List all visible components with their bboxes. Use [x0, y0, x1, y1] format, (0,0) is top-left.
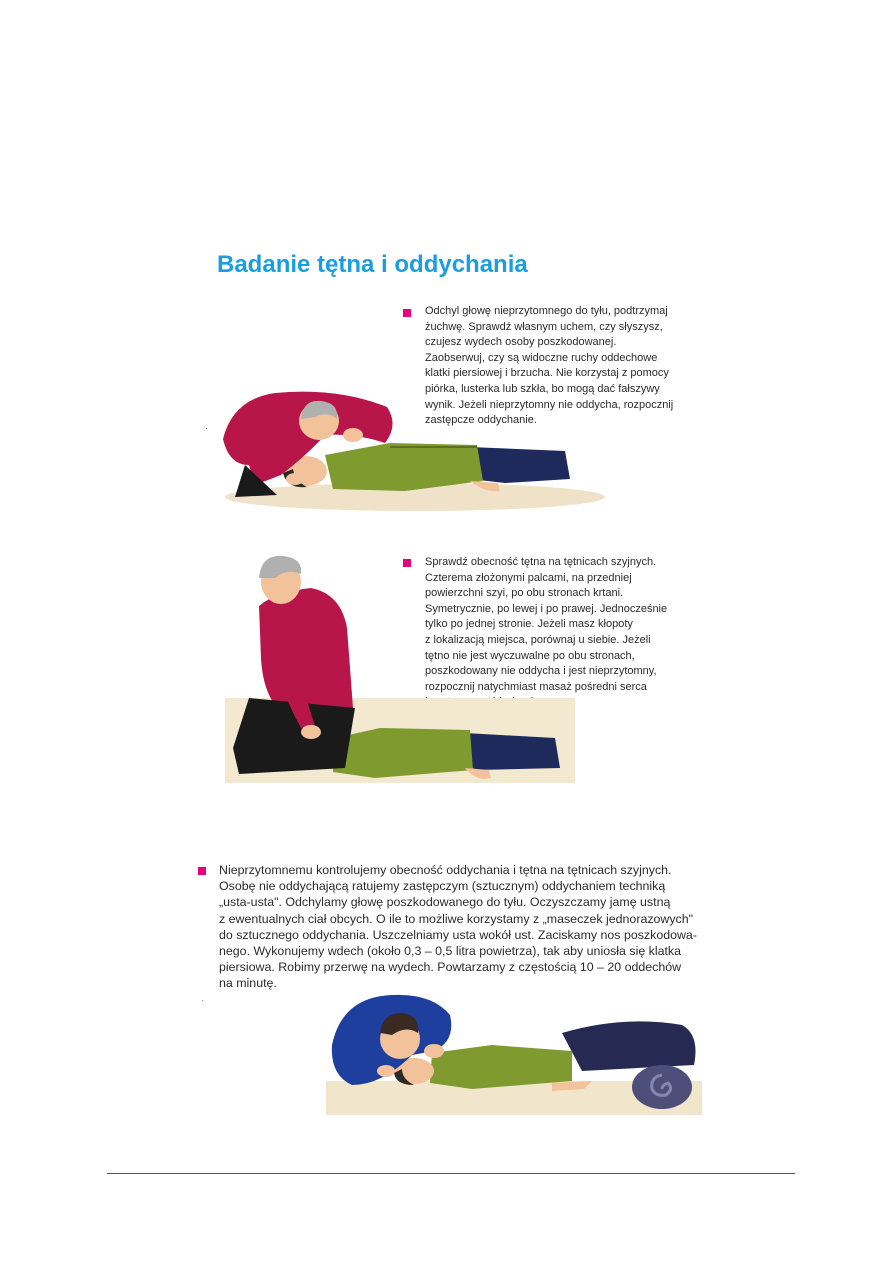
- text-line: piórka, lusterka lub szkła, bo mogą dać fałszywy: [425, 382, 660, 395]
- square-bullet-icon: [198, 867, 206, 875]
- text-line: z ewentualnych ciał obcych. O ile to możliwe korzystamy z „maseczek jednorazowych": [219, 911, 694, 926]
- text-line: rozpocznij natychmiast masaż pośredni serca: [425, 680, 647, 693]
- text-line: powierzchni szyi, po obu stronach krtani.: [425, 587, 624, 600]
- text-line: nego. Wykonujemy wdech (około 0,3 – 0,5 litra powietrza), tak aby uniosła się klatka: [219, 944, 682, 959]
- text-line: czujesz wydech osoby poszkodowanej.: [425, 336, 617, 349]
- text-line: wynik. Jeżeli nieprzytomny nie oddycha, rozpocznij: [425, 398, 674, 411]
- square-bullet-icon: [403, 309, 411, 317]
- illustration-pulse-check: [215, 548, 577, 798]
- text-line: na minutę.: [219, 976, 277, 991]
- text-line: Odchyl głowę nieprzytomnego do tyłu, podtrzymaj: [425, 305, 668, 317]
- text-line: tętno nie jest wyczuwalne po obu stronach,: [425, 649, 635, 662]
- text-line: klatki piersiowej i brzucha. Nie korzystaj z pomocy: [425, 367, 669, 380]
- illustration-breathing-check: [215, 385, 605, 520]
- text-line: Symetrycznie, po lewej i po prawej. Jednocześnie: [425, 602, 668, 615]
- section-3-text: [219, 862, 697, 992]
- text-line: poszkodowany nie oddycha i jest nieprzytomny,: [425, 665, 657, 678]
- text-line: do sztucznego oddychania. Uszczelniamy usta wokół ust. Zaciskamy nos poszkodowa-: [219, 927, 697, 942]
- page-title: Badanie tętna i oddychania: [217, 251, 528, 278]
- illustration-mouth-to-mouth: [322, 985, 704, 1120]
- text-line: z lokalizacją miejsca, porównaj u siebie. Jeżeli: [425, 633, 651, 646]
- text-line: Czterema złożonymi palcami, na przedniej: [425, 571, 632, 584]
- text-line: zastępcze oddychanie.: [425, 414, 537, 427]
- text-line: Osobę nie oddychającą ratujemy zastępczym (sztucznym) oddychaniem techniką: [219, 879, 666, 894]
- scan-speck: [202, 1000, 203, 1001]
- text-line: Nieprzytomnemu kontrolujemy obecność oddychania i tętna na tętnicach szyjnych.: [219, 863, 672, 877]
- text-line: Sprawdź obecność tętna na tętnicach szyjnych.: [425, 556, 657, 568]
- scan-speck: [206, 428, 207, 429]
- footer-divider: [107, 1173, 795, 1174]
- text-line: Zaobserwuj, czy są widoczne ruchy oddechowe: [425, 351, 658, 364]
- text-line: tylko po jednej stronie. Jeżeli masz kłopoty: [425, 618, 633, 631]
- text-line: piersiowa. Robimy przerwę na wydech. Powtarzamy z częstością 10 – 20 oddechów: [219, 960, 682, 975]
- text-line: żuchwę. Sprawdź własnym uchem, czy słyszysz,: [425, 320, 663, 333]
- text-line: „usta-usta". Odchylamy głowę poszkodowanego do tyłu. Oczyszczamy jamę ustną: [219, 895, 671, 910]
